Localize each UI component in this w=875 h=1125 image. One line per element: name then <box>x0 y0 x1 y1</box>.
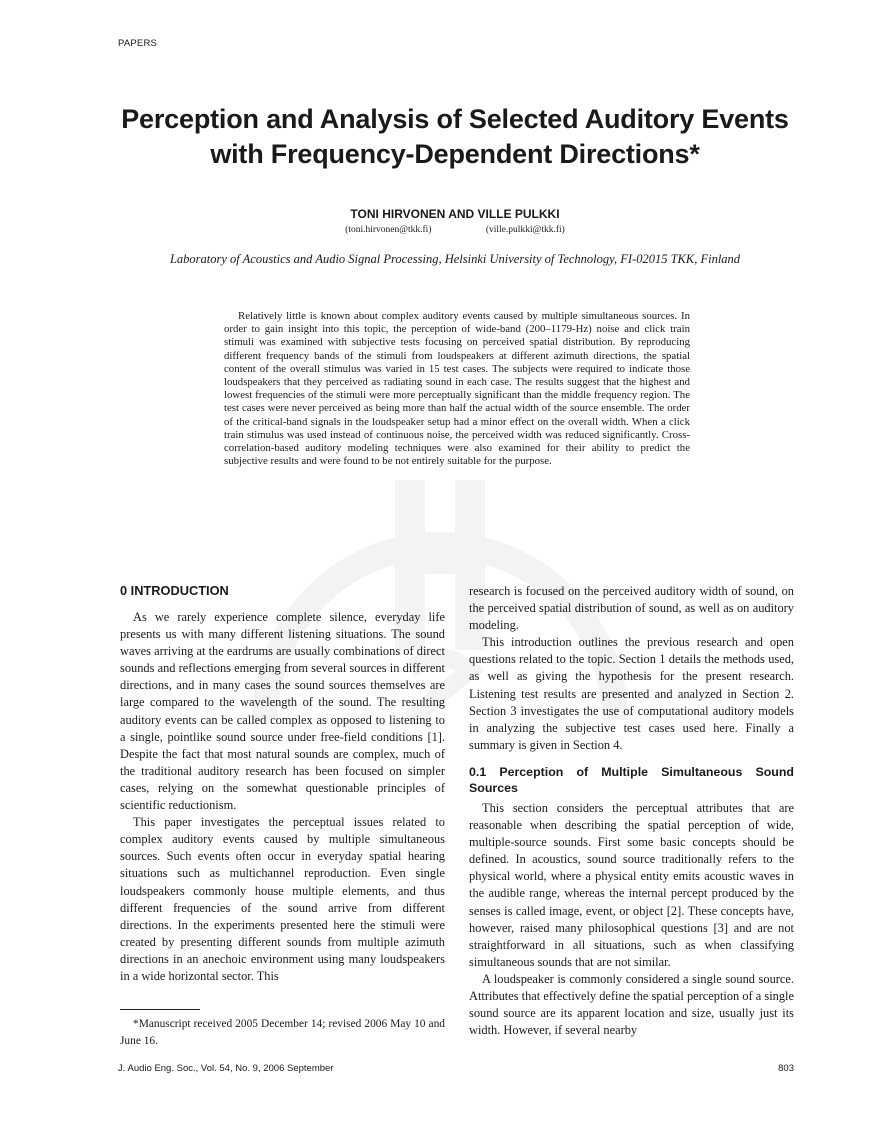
paragraph: A loudspeaker is commonly considered a single sound source. Attributes that effectively define the spatial perception of a single sound source are its apparent location and size, usually just its width. However, if several nearby <box>469 971 794 1038</box>
abstract: Relatively little is known about complex auditory events caused by multiple simultaneous sources. In order to gain insight into this topic, the perception of wide-band (200–1179-Hz) noise and click train stimuli was examined with subjective tests focusing on perceived spatial distribution. By reproducing different frequency bands of the stimuli from loudspeakers at different azimuth directions, the spatial content of the overall stimulus was varied in 15 test cases. The subjects were required to indicate those loudspeakers that they perceived as radiating sound in each case. The results suggest that the highest and lowest frequencies of the stimuli were more perceptually significant than the middle frequency region. The test cases were never perceived as being more than half the actual width of the source ensemble. The order of the critical-band signals in the loudspeaker setup had a minor effect on the overall width. When a click train stimulus was used instead of continuous noise, the perceived width was reduced significantly. Cross-correlation-based auditory modeling techniques were also examined for their ability to predict the subjective results and were found to be not entirely suitable for the purpose. <box>224 310 690 468</box>
section-label: PAPERS <box>118 38 158 49</box>
paragraph: This section considers the perceptual attributes that are reasonable when describing the spatial perception of wide, multiple-source sounds. First some basic concepts should be defined. In acoustics, sound source traditionally refers to the physical world, where a physical entity emits acoustic waves in the audible range, whereas the internal percept produced by the senses is called image, event, or object [2]. These concepts have, however, raised many philosophical questions [3] and are not straightforward in all situations, such as when classifying simultaneous sounds that are not similar. <box>469 800 794 969</box>
right-column <box>469 583 794 1039</box>
author-email-2: (ville.pulkki@tkk.fi) <box>485 225 565 235</box>
footnote: *Manuscript received 2005 December 14; revised 2006 May 10 and June 16. <box>120 1018 445 1047</box>
paragraph: research is focused on the perceived auditory width of sound, on the perceived spatial distribution of sound, as well as on auditory modeling. <box>469 584 794 633</box>
author-email-1: (toni.hirvonen@tkk.fi) <box>345 225 432 235</box>
paper-title: Perception and Analysis of Selected Auditory Events with Frequency-Dependent Directions* <box>121 104 789 169</box>
paragraph: This paper investigates the perceptual issues related to complex auditory events caused by multiple simultaneous sources. Such events often occur in everyday spatial hearing situations such as multichannel reproduction. Even single loudspeakers commonly house multiple elements, and thus different frequencies of the sound arrive from different directions. In the experiments presented here the stimuli were created by presenting different sounds from multiple azimuth directions in an anechoic environment using many loudspeakers in a wide horizontal sector. This <box>120 815 445 983</box>
authors: TONI HIRVONEN AND VILLE PULKKI <box>350 207 560 221</box>
footnote-divider <box>120 1009 200 1010</box>
paragraph: This introduction outlines the previous research and open questions related to the topic. Section 1 details the methods used, as well as giving the hypothesis for the present research. Listening test results are presented and analyzed in Section 2. Section 3 investigates the use of computational auditory models in analyzing the subjective test cases used here. Finally a summary is given in Section 4. <box>469 635 794 752</box>
left-column <box>120 583 445 985</box>
subsection-heading: 0.1 Perception of Multiple Simultaneous Sound Sources <box>469 764 794 795</box>
page-number: 803 <box>778 1063 794 1074</box>
paragraph: As we rarely experience complete silence, everyday life presents us with many different listening situations. The sound waves arriving at the eardrums are usually combinations of direct sounds and reflections emerging from several sources in different directions, and in many cases the sound sources themselves are large compared to the wavelength of the sound. The resulting auditory events can be called complex as opposed to listening to a single, pointlike sound source under free-field conditions [1]. Despite the fact that most natural sounds are complex, much of the traditional auditory research has been focused on simpler cases, relying on the somewhat questionable principles of scientific reductionism. <box>120 610 445 813</box>
author-emails <box>100 225 810 235</box>
section-heading-introduction: 0 INTRODUCTION <box>120 583 229 598</box>
affiliation: Laboratory of Acoustics and Audio Signal Processing, Helsinki University of Technology, FI-02015 TKK, Finland <box>169 252 741 266</box>
journal-citation: J. Audio Eng. Soc., Vol. 54, No. 9, 2006 September <box>118 1063 334 1074</box>
